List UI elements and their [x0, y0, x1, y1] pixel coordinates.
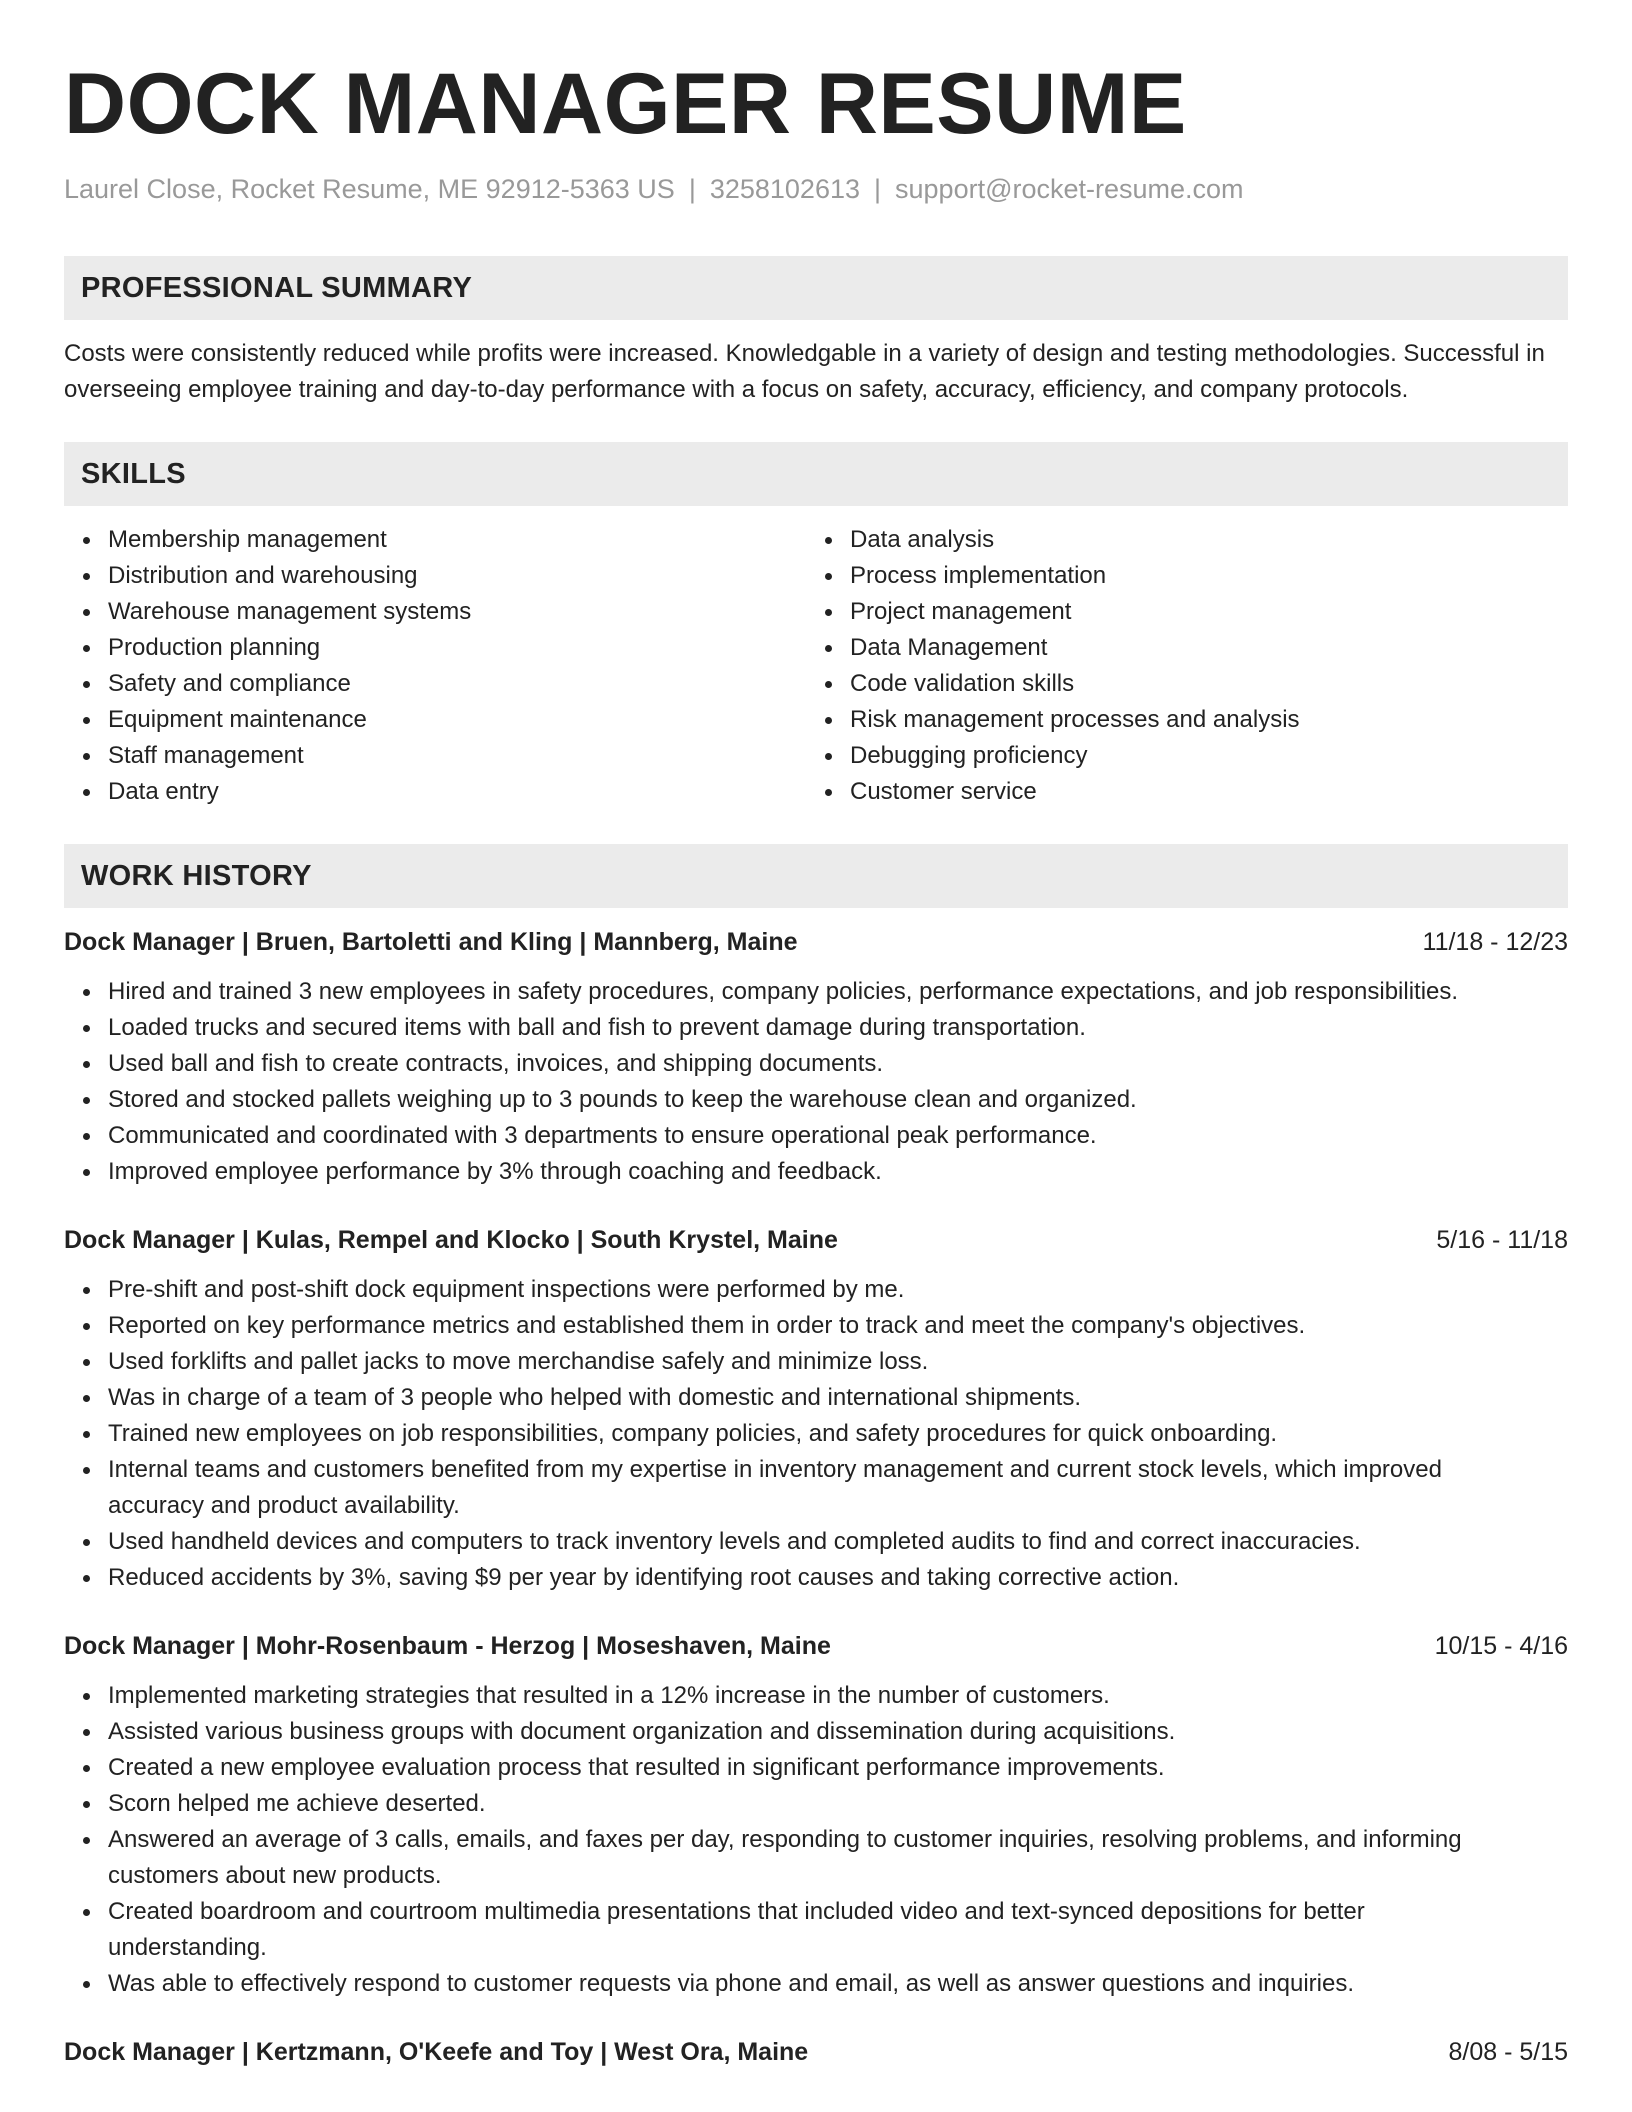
job-bullet: Used handheld devices and computers to track inventory levels and completed audits to find and correct inaccuracies. — [108, 1524, 1568, 1560]
skill-item: Data Management — [850, 630, 1548, 666]
job-bullet: Answered an average of 3 calls, emails, and faxes per day, responding to customer inquiries, resolving problems, and informing customers about new products. — [108, 1822, 1568, 1894]
job-bullet: Assisted various business groups with document organization and dissemination during acquisitions. — [108, 1714, 1568, 1750]
job-bullet: Communicated and coordinated with 3 departments to ensure operational peak performance. — [108, 1118, 1568, 1154]
skill-item: Customer service — [850, 774, 1548, 810]
job-bullet: Used forklifts and pallet jacks to move merchandise safely and minimize loss. — [108, 1344, 1568, 1380]
skill-item: Membership management — [108, 522, 806, 558]
job-bullet: Implemented marketing strategies that resulted in a 12% increase in the number of customers. — [108, 1678, 1568, 1714]
skill-item: Warehouse management systems — [108, 594, 806, 630]
skill-item: Equipment maintenance — [108, 702, 806, 738]
job-bullet: Trained new employees on job responsibilities, company policies, and safety procedures for quick onboarding. — [108, 1416, 1568, 1452]
skill-item: Distribution and warehousing — [108, 558, 806, 594]
summary-text: Costs were consistently reduced while profits were increased. Knowledgable in a variety of design and testing methodologies. Successful in overseeing employee training and day-to-day performance with a focus on safety, accuracy, efficiency, and company protocols. — [64, 340, 1545, 403]
skill-item: Safety and compliance — [108, 666, 806, 702]
contact-address: Laurel Close, Rocket Resume, ME 92912-5363 US — [64, 174, 675, 204]
job-bullet: Used ball and fish to create contracts, invoices, and shipping documents. — [108, 1046, 1568, 1082]
resume-title: DOCK MANAGER RESUME — [64, 56, 1187, 152]
job-bullet: Reduced accidents by 3%, saving $9 per year by identifying root causes and taking corrective action. — [108, 1560, 1568, 1596]
contact-email[interactable]: support@rocket-resume.com — [895, 174, 1244, 204]
skill-item: Production planning — [108, 630, 806, 666]
contact-phone: 3258102613 — [709, 174, 860, 204]
job-bullet: Was able to effectively respond to customer requests via phone and email, as well as answer questions and inquiries. — [108, 1966, 1568, 2002]
contact-line — [64, 172, 1568, 206]
job-bullet: Hired and trained 3 new employees in safety procedures, company policies, performance expectations, and job responsibilities. — [108, 974, 1568, 1010]
skill-item: Debugging proficiency — [850, 738, 1548, 774]
skill-item: Code validation skills — [850, 666, 1548, 702]
job-bullet: Pre-shift and post-shift dock equipment inspections were performed by me. — [108, 1272, 1568, 1308]
job-bullet: Improved employee performance by 3% through coaching and feedback. — [108, 1154, 1568, 1190]
job-bullets — [64, 974, 1568, 1190]
job-header — [64, 924, 1568, 960]
skill-item: Staff management — [108, 738, 806, 774]
skill-item: Process implementation — [850, 558, 1548, 594]
job-title: Dock Manager | Mohr-Rosenbaum - Herzog | Moseshaven, Maine — [64, 1632, 831, 1660]
job-bullet: Created a new employee evaluation process that resulted in significant performance improvements. — [108, 1750, 1568, 1786]
job-bullet: Created boardroom and courtroom multimedia presentations that included video and text-synced depositions for better understanding. — [108, 1894, 1568, 1966]
job-bullet: Internal teams and customers benefited from my expertise in inventory management and current stock levels, which improved accuracy and product availability. — [108, 1452, 1568, 1524]
section-heading-work-history: WORK HISTORY — [64, 844, 1568, 908]
job-dates: 8/08 - 5/15 — [1448, 2038, 1568, 2066]
job-bullet: Loaded trucks and secured items with ball and fish to prevent damage during transportation. — [108, 1010, 1568, 1046]
job-title: Dock Manager | Bruen, Bartoletti and Kling | Mannberg, Maine — [64, 928, 798, 956]
job-title: Dock Manager | Kulas, Rempel and Klocko | South Krystel, Maine — [64, 1226, 838, 1254]
job-entry — [64, 1222, 1568, 1596]
job-header — [64, 1222, 1568, 1258]
job-entry — [64, 1628, 1568, 2002]
job-bullets — [64, 1678, 1568, 2002]
job-dates: 10/15 - 4/16 — [1434, 1632, 1568, 1660]
job-bullet: Stored and stocked pallets weighing up to 3 pounds to keep the warehouse clean and organized. — [108, 1082, 1568, 1118]
skill-item: Data analysis — [850, 522, 1548, 558]
job-dates: 11/18 - 12/23 — [1422, 928, 1568, 956]
job-header — [64, 2034, 1568, 2070]
section-heading-skills: SKILLS — [64, 442, 1568, 506]
skills-list — [64, 522, 1568, 810]
job-entry — [64, 2034, 1568, 2070]
job-bullet: Scorn helped me achieve deserted. — [108, 1786, 1568, 1822]
job-bullets — [64, 1272, 1568, 1596]
skill-item: Project management — [850, 594, 1548, 630]
job-header — [64, 1628, 1568, 1664]
job-bullet: Reported on key performance metrics and established them in order to track and meet the company's objectives. — [108, 1308, 1568, 1344]
contact-separator: | — [874, 174, 882, 204]
skills-column-right — [806, 522, 1548, 810]
skill-item: Risk management processes and analysis — [850, 702, 1548, 738]
skills-column-left — [64, 522, 806, 810]
job-bullet: Was in charge of a team of 3 people who helped with domestic and international shipments. — [108, 1380, 1568, 1416]
job-entry — [64, 924, 1568, 1190]
job-dates: 5/16 - 11/18 — [1436, 1226, 1568, 1254]
section-heading-summary: PROFESSIONAL SUMMARY — [64, 256, 1568, 320]
contact-separator: | — [688, 174, 696, 204]
skill-item: Data entry — [108, 774, 806, 810]
job-title: Dock Manager | Kertzmann, O'Keefe and Toy | West Ora, Maine — [64, 2038, 809, 2066]
